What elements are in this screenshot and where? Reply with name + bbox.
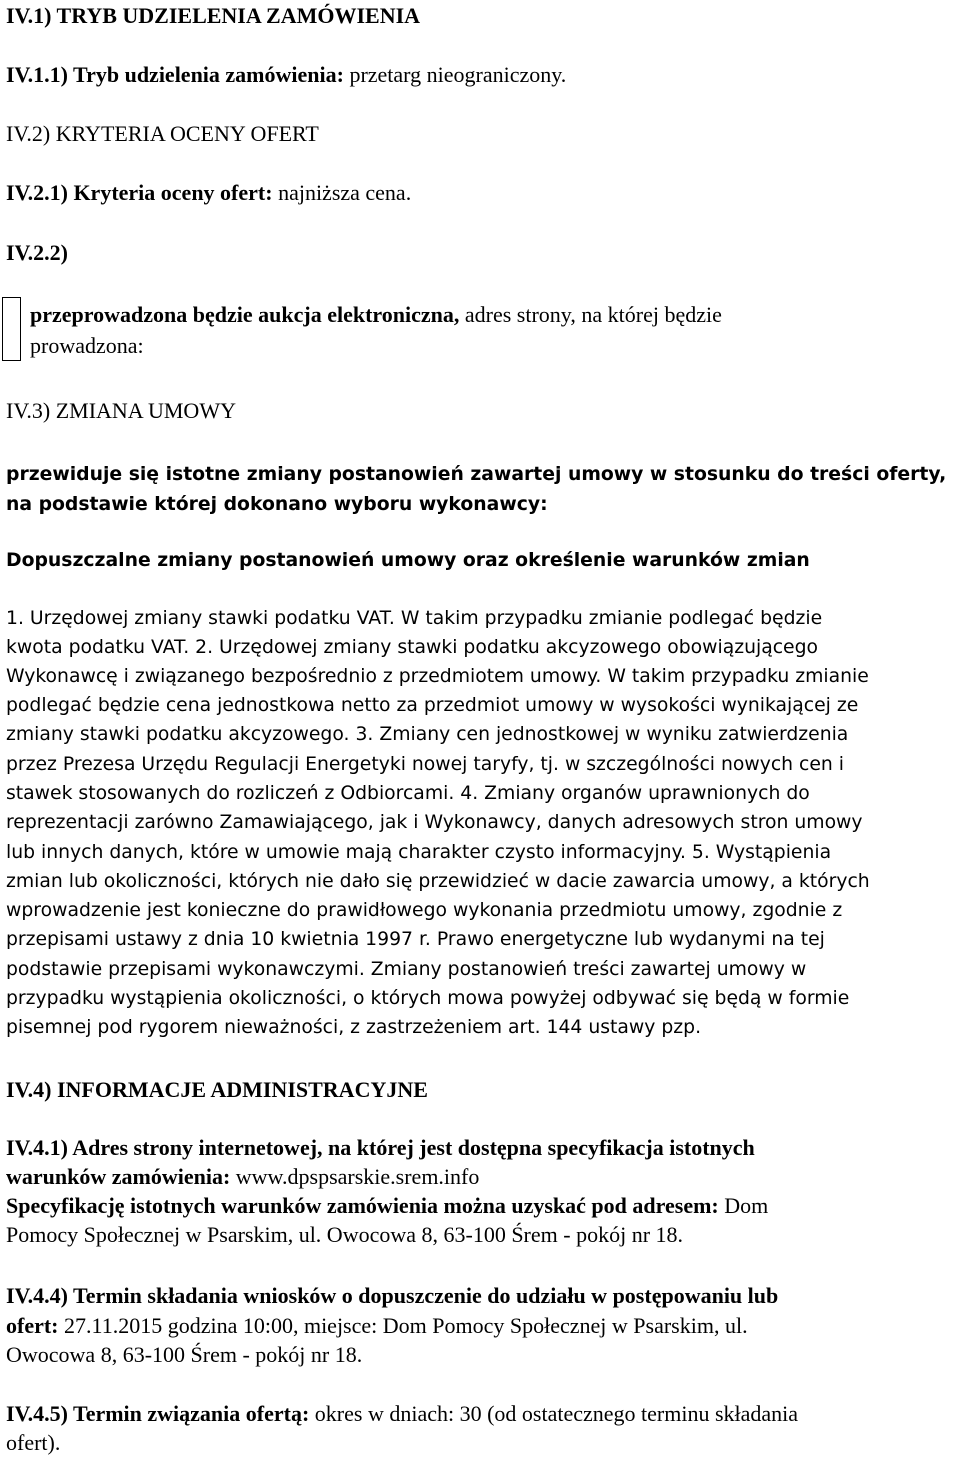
change-para-line8: reprezentacji zarówno Zamawiającego, jak i Wykonawcy, danych adresowych stron umowy [6, 812, 863, 833]
change-para-line7: stawek stosowanych do rozliczeń z Odbiorcami. 4. Zmiany organów uprawnionych do [6, 783, 810, 804]
change-intro-line2: na podstawie której dokonano wyboru wykonawcy: [6, 494, 548, 515]
section-iv41-line4: Pomocy Społecznej w Psarskim, ul. Owocowa 8, 63-100 Śrem - pokój nr 18. [6, 1222, 684, 1247]
section-iv11-value: przetarg nieograniczony. [343, 62, 567, 87]
section-iv11 [6, 60, 566, 89]
change-heading: Dopuszczalne zmiany postanowień umowy oraz określenie warunków zmian [6, 550, 810, 571]
change-intro-line1: przewiduje się istotne zmiany postanowień zawartej umowy w stosunku do treści oferty, [6, 464, 947, 485]
change-para-line1: 1. Urzędowej zmiany stawki podatku VAT. W takim przypadku zmianie podlegać będzie [6, 608, 823, 629]
section-iv4-heading: IV.4) INFORMACJE ADMINISTRACYJNE [6, 1077, 428, 1102]
section-iv41-line3 [6, 1191, 768, 1220]
change-para-line11: wprowadzenie jest konieczne do prawidłowego wykonania przedmiotu umowy, zgodnie z [6, 900, 843, 921]
change-para-line9: lub innych danych, które w umowie mają charakter czysto informacyjny. 5. Wystąpienia [6, 842, 832, 863]
change-para-line14: przypadku wystąpienia okoliczności, o których mowa powyżej odbywać się będą w formie [6, 988, 850, 1009]
change-para-line13: podstawie przepisami wykonawczymi. Zmiany postanowień treści zawartej umowy w [6, 959, 807, 980]
section-iv3-heading: IV.3) ZMIANA UMOWY [6, 398, 236, 423]
section-iv45-line2: ofert). [6, 1430, 61, 1455]
change-para-line15: pisemnej pod rygorem nieważności, z zastrzeżeniem art. 144 ustawy pzp. [6, 1017, 702, 1038]
section-iv41-label: warunków zamówienia: [6, 1164, 231, 1189]
change-para-line6: przez Prezesa Urzędu Regulacji Energetyki nowej taryfy, tj. w szczególności nowych cen i [6, 754, 845, 775]
siwz-address-label: Specyfikację istotnych warunków zamówienia można uzyskać pod adresem: [6, 1193, 719, 1218]
section-iv44-value: 27.11.2015 godzina 10:00, miejsce: Dom Pomocy Społecznej w Psarskim, ul. [58, 1313, 748, 1338]
section-iv45-value: okres w dniach: 30 (od ostatecznego terminu składania [309, 1401, 799, 1426]
section-iv11-label: IV.1.1) Tryb udzielenia zamówienia: [6, 62, 344, 87]
change-para-line10: zmian lub okoliczności, których nie dało się przewidzieć w dacie zawarcia umowy, a których [6, 871, 870, 892]
auction-checkbox [2, 297, 21, 361]
section-iv41-line1: IV.4.1) Adres strony internetowej, na której jest dostępna specyfikacja istotnych [6, 1135, 755, 1160]
section-iv21 [6, 178, 411, 207]
change-para-line3: Wykonawcę i związanego bezpośrednio z przedmiotem umowy. W takim przypadku zmianie [6, 666, 869, 687]
change-para-line4: podlegać będzie cena jednostkowa netto za przedmiot umowy w wysokości wynikającej ze [6, 695, 859, 716]
auction-line1 [30, 300, 722, 329]
section-iv21-value: najniższa cena. [272, 180, 412, 205]
section-iv1-heading: IV.1) TRYB UDZIELENIA ZAMÓWIENIA [6, 3, 421, 28]
section-iv44-line3: Owocowa 8, 63-100 Śrem - pokój nr 18. [6, 1342, 363, 1367]
section-iv22-heading: IV.2.2) [6, 240, 68, 265]
auction-value: adres strony, na której będzie [459, 302, 722, 327]
change-para-line12: przepisami ustawy z dnia 10 kwietnia 1997 r. Prawo energetyczne lub wydanymi na tej [6, 929, 825, 950]
section-iv41-line2 [6, 1162, 479, 1191]
section-iv2-heading: IV.2) KRYTERIA OCENY OFERT [6, 121, 319, 146]
change-para-line5: zmiany stawki podatku akcyzowego. 3. Zmiany cen jednostkowej w wyniku zatwierdzenia [6, 724, 849, 745]
auction-line2: prowadzona: [30, 333, 144, 358]
section-iv21-label: IV.2.1) Kryteria oceny ofert: [6, 180, 273, 205]
change-para-line2: kwota podatku VAT. 2. Urzędowej zmiany stawki podatku akcyzowego obowiązującego [6, 637, 819, 658]
auction-label: przeprowadzona będzie aukcja elektroniczna, [30, 302, 460, 327]
section-iv44-label: ofert: [6, 1313, 59, 1338]
section-iv41-url: www.dpspsarskie.srem.info [230, 1164, 480, 1189]
section-iv45-line1 [6, 1399, 798, 1428]
section-iv44-line1: IV.4.4) Termin składania wniosków o dopuszczenie do udziału w postępowaniu lub [6, 1283, 779, 1308]
section-iv44-line2 [6, 1311, 748, 1340]
section-iv45-label: IV.4.5) Termin związania ofertą: [6, 1401, 310, 1426]
siwz-address-value: Dom [718, 1193, 769, 1218]
